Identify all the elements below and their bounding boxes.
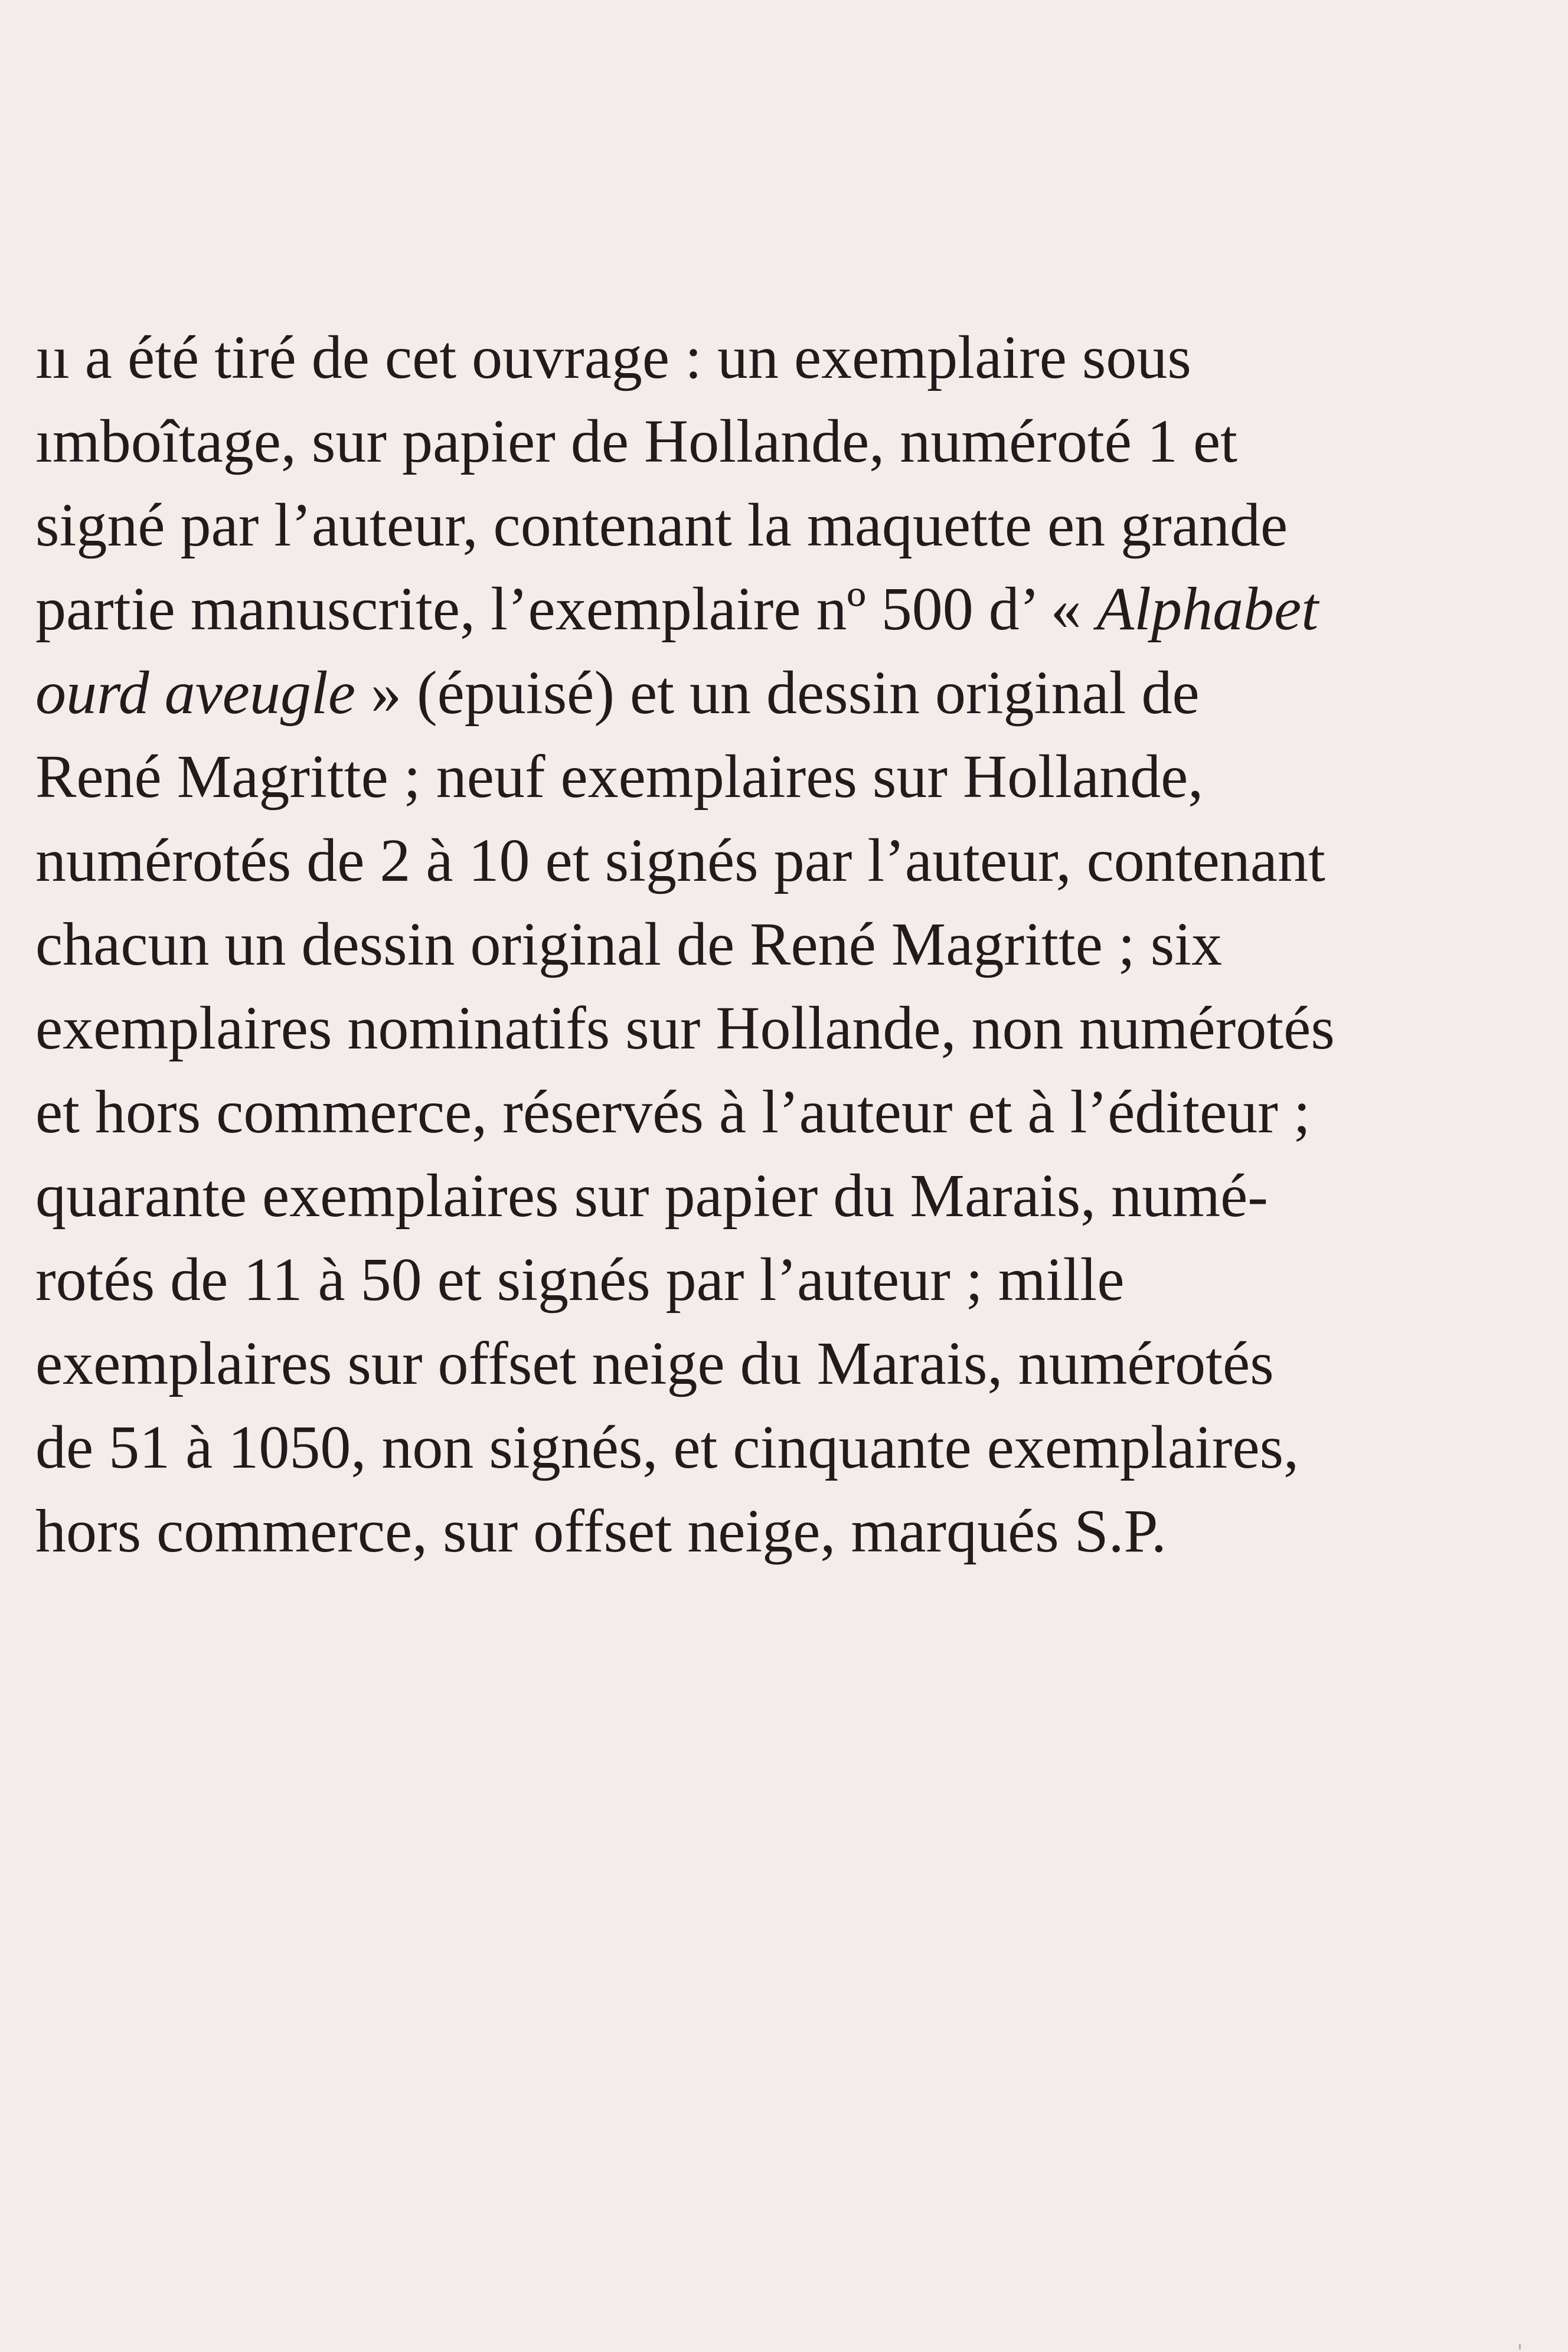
colophon-line-8: chacun un dessin original de René Magritte ; six	[35, 910, 1223, 978]
colophon-line-5: ourd aveugle » (épuisé) et un dessin original de	[35, 659, 1200, 727]
book-title-sourd-aveugle: ourd aveugle	[35, 659, 355, 727]
colophon-line-3: signé par l’auteur, contenant la maquette en grande	[35, 491, 1288, 559]
colophon-line-12: rotés de 11 à 50 et signés par l’auteur ; mille	[35, 1246, 1125, 1314]
colophon-line-2: ımboîtage, sur papier de Hollande, numéroté 1 et	[35, 407, 1238, 475]
colophon-line-15: hors commerce, sur offset neige, marqués S.P.	[35, 1497, 1167, 1565]
colophon-line-13: exemplaires sur offset neige du Marais, numérotés	[35, 1329, 1274, 1397]
colophon-line-6: René Magritte ; neuf exemplaires sur Hollande,	[35, 743, 1204, 811]
colophon-line-14: de 51 à 1050, non signés, et cinquante exemplaires,	[35, 1413, 1299, 1481]
colophon-line-11: quarante exemplaires sur papier du Marais, numé-	[35, 1162, 1268, 1230]
colophon-line-1: ıı a été tiré de cet ouvrage : un exemplaire sous	[35, 324, 1191, 391]
colophon-line-10: et hors commerce, réservés à l’auteur et à l’éditeur ;	[35, 1078, 1311, 1146]
colophon-line-4: partie manuscrite, l’exemplaire nº 500 d’ « Alphabet	[35, 575, 1319, 643]
book-title-alphabet: Alphabet	[1096, 575, 1319, 643]
colophon-line-7: numérotés de 2 à 10 et signés par l’auteur, contenant	[35, 827, 1325, 894]
paper-speck	[1519, 2344, 1521, 2350]
colophon-line-9: exemplaires nominatifs sur Hollande, non numérotés	[35, 994, 1335, 1062]
